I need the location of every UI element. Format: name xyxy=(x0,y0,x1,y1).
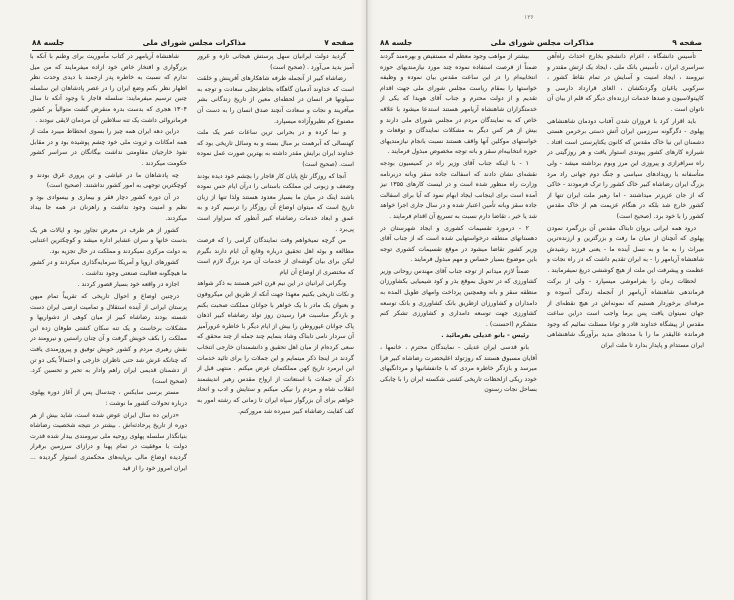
speaker-line: رئیس - بانو عدیلی بفرمائید . xyxy=(441,332,529,340)
paragraph: ضمناً لازم میدانم از توجه جناب آقای مهندس روحانی وزیر کشاورزی که در تحویل بموقع بذر و کود شیمیایی بکشاورزان منطقه سقز و بانه وهمچنین پرداخت وامهای طویل المده به دامداران و کشاورزان ازطریق بانک کشاورزی و بانک توسعه کشاورزی جهت توسعه دامداری و کشاورزی تشکر کنم متشکرم (احسنت) . xyxy=(380,267,537,328)
right-page-columns xyxy=(380,52,704,580)
running-title: مذاکرات مجلس شورای ملی xyxy=(490,38,594,47)
session-number: جلسه ۸۸ xyxy=(32,38,65,47)
left-page-columns xyxy=(30,52,354,580)
running-title: مذاکرات مجلس شورای ملی xyxy=(142,38,246,47)
page-number: صفحه ۷ xyxy=(324,38,354,47)
right-page-header xyxy=(380,38,702,51)
text-column-left xyxy=(380,52,537,580)
left-page-header xyxy=(32,38,354,51)
paragraph: رضاشاه کبیر از آنجمله طرفه شاهکارهای آفرینش و خلقت است که خداوند آدمیان گاهگاه بخاطرتجلی سعادت و توجه به سیلونها فر انسان در لحظه‌ای معین از تاریخ زندگانی بشر میآفریند و نجات و سعادت آنچند صدق انسان را به دست آن مصنوع کم نظیروآزاده میسپارد. xyxy=(197,75,354,125)
paragraph: مستر برسی سایکس ، چندسال پس از آغاز دوره پهلوی درباره تحولات کشور ما نوشت : xyxy=(30,389,187,407)
right-page xyxy=(367,0,734,600)
paragraph: کشورهای اروپا و آمریکا سرمایه‌گذاری میکردند و در کشور ما هیچگونه فعالیت صنعتی وجود نداشت . xyxy=(30,259,187,277)
page-stamp: ۱۳۶ xyxy=(524,14,534,21)
paragraph: «دراین ده سال ایران عوض شده است، شاید بیش از هر دوره از تاریخ پرحادثه‌اش . بیشتر در نتیجه شخصیت رضاشاه بنیانگذار سلسله پهلوی روحیه ملی نیرومندی بیدار شده قدرت دولت با موفقیت در تمام پهنا و درازای سرزمین برقرار گردیده اوضاع مالی برپایه‌های محکمتری استوار گردیده ... ایران امروز خود را از قید xyxy=(30,411,187,472)
session-number: جلسه ۸۸ xyxy=(380,38,413,47)
paragraph: اجازه در واقعه خود بسیار قصور کردند . xyxy=(77,281,179,289)
paragraph: در آن دوره کشور دچار فقر و بیماری و بیسوادی بود و نظم و امنیت وجود نداشت و راهزنان در همه جا بیداد میکردند. xyxy=(30,193,187,222)
paragraph: لحظات زمان را بفراموشی میسپارد - ولی از برکت فرماندهی شاهنشاه آریامهر از آنجمله زندگی آسوده و مرفه‌ای برخوردار هستیم که نمونه‌اش در هیچ نقطه‌ای از جهان نمیتوان یافت پس برما واجب است دراین ساعت مقدس از پیشگاه خداوند قادر و توانا مسئلت نمائیم که وجود فرمانده عالیقدر ما را با مددهای مدید برآورنگ شاهنشاهی ایران مستدام و پایدار بدارد تا ملت ایران xyxy=(547,278,704,350)
paragraph: ۲ - درمورد تقسیمات کشوری و ایجاد شهرستان در دهستانهای منطقه درخواستهایی شده است که از جناب آقای وزیر کشور تقاضا میشود در موقع تقسیمات کشوری توجه باین موضوع بسیار حساس و مهم مبذول فرمایند . xyxy=(380,224,537,264)
text-column-left xyxy=(30,52,187,580)
paragraph: و نما کرده و در بحرانی ترین ساعات عمر یک ملت کهنسالی که آبرهمت بر مبال بسته و به وسائل تاریخی بود که خداوند ایران برایش مقدر داشته به بهترین صورت عمل نموده است. (صحیح است) xyxy=(197,129,354,168)
paragraph: تأسیس دانشگاه ، اعزام دانشجو بخارج احداث راه‌آهن سراسری ایران ، تأسیس بانک ملی ، ایجاد یک ارتش مقتدر و نیرومند ، ایجاد امنیت و آسایش در تمام نقاط کشور ، سرکوبی یاغیان وگردنکشان ، الغای قرارداد دارسی و کاپیتولاسیون و صدها خدمات ارزنده‌ای دیگر که قلم از بیان آن ناتوان است . xyxy=(547,53,704,113)
paragraph: بانو قدسی ایران عدیلی - نمایندگان محترم ، خانمها ، آقایان مسبوق هستند که روزتولد اعلیحضرت رضاشاه کبیر فرا میرسد و بازدگر خاطره مردی که با جانفشانیها و مردانگیهای خودد ریکی ازلحظات تاریخی کشتی شکسته ایران را با چابکی بساحل نجات رسنون xyxy=(380,344,537,394)
gutter-shadow xyxy=(360,0,366,600)
paragraph: شاهنشاه آریامهر در کتاب مأموریت برای وطنم با آنکه با بزرگواری و افتخار خاص خود اراده میفرمایند که من میل ندارم که نسبت به خاطره پدر ارجمند با دیدی وحدت نظر اظهار نظر بکنم وضع ایران را در عصر پادشاهان این سلسله چنین ترسیم میفرمایند: سلسله قاجار با وجود آنکه تا سال ۱۳۰۴ هجری که بدست بدره منقرض گشت متوالیاً بر کشور فرمانروائی داشت یک تنه سلاطین آن مردمان لایقی نبودند . xyxy=(30,53,187,124)
paragraph: باید اقرار کرد با فروزان شدن آفتاب دودمان شاهنشاهی پهلوی - دگرگونه سرزمین ایران آتش دستی برخرمن هستی دشمنان این نیا خاک مقدس که کانون یکتاپرستی است افتاد . شیرازه کارهای کشور پیوندی استوار یافت و هر روزگیتی در راه سرافرازی و پیروزی این مرز وبوم برداشته میشد - ولی متأسفانه با رویدادهای سیاسی و جنگ دوم جهانی راد مرد بزرگ ایران رضاشاه کبیر خاک کشور را ترک فرمودند - خاکی که از جان عزیزتر میداشتند - اما رهبر ملت ایران تنها از کشور خارج شد بلکه در هنگام عزیمت هم از خاک مقدس کشور را با خود برد. (صحیح است) xyxy=(547,117,704,220)
paragraph: ونگرانی ایرانیان در این نیم قرن اخیر هستند به ذکر شواهد و نکات تاریخی بکنیم معهذا جهت آنکه از طریق این میکروفون و بعنوان یک مادر با یک خواهر با جوانان مملکت صحبت بکنم و باردگر مناسبت فرا رسیدن روز تولد رضاشاه کبیر اذهان پاک جوانان غیوروطن را بیش از ایام دیگر با خاطره غرورآمیز آن سردار نامی تابناک وشاد بنمایم چند جمله از چند محقق که سعی کرده‌ام از میان اهل تحقیق و دانشمندان خارجی انتخاب گردند در اینجا ذکر مینمایم و این جملات را برای تائید خدمات این ابرمرد تاریخ کهن مملکتمان عرض میکنم . منتهی قبل از ذکر آن جملات با استعانت از ارواح مقدس رهبر اندیشمند انقلاب شاه و مردم را نیکی میکنم و ستایش و ادب و اتحاد خواهم برای آن بزرگوار سپاه ایران تا زمانی که رشته امور به کف کفایت رضاشاه کبیر سپرده شد مرورکنم. xyxy=(197,280,354,415)
paragraph: درود همه ایرانی بروان تابناک مقدس آن بزرگمرد نمودن پهلوی که آنچنان از میان ما رفت و بزرگترین و ارزنده‌ترین میراث را به ما و به نسل آینده ما - یعنی فرزند رشیدش شاهنشاه آریامهر را - به ایران تقدیم داشت که در راه نجات و عظمت و پیشرفت این ملت از هیچ کوششی دریغ نمیفرمایند . xyxy=(547,224,704,274)
paragraph: گردید دولت ایرانیان سهل پرستش هیجانی تازه و غرور آمیز بدید می‌آورد . (صحیح است) xyxy=(197,53,354,71)
page-number: صفحه ۹ xyxy=(672,38,702,47)
paragraph: من گرچه نمیخواهم وقت نمایندگان گرامی را که فرصت مطالعه و بوئه اهل تحقیق درباره وقایع آن ایام دارند بگیرم لیکن برای بیان گوشه‌ای از خدمات آن مرد بزرگ لازم است که مختصری از اوضاع آن ایام xyxy=(197,237,354,276)
paragraph: درچنین اوضاع و احوال تاریخی که تقریباً تمام میهن پرستان ایرانی از آینده استقلال و تمامیت ارضی ایران دست شسته بودند رضاشاه کبیر از میان کوهی از دشواریها و مشکلات برخاست و یک تنه سکان کشتی طوفان زده این مملکت را بکف خویش گرفت و آن چنان راستین و نیرومند در نقش رهبری مردم و کشور خویش توفیق و پیروزمندی یافت که چنانکه غرش شد حتی ناظران خارجی و احتمالاً یکی دو تن از دشمنان قدیمی ایران راهم وادار به تحیر و تحسین کرد. (صحیح است) xyxy=(30,293,187,385)
paragraph: بیشتر از مواهب وجود معظم له مستفیض و بهره‌مند گردند ضمناً از فرصت استفاده نموده چند مورد نیازمندیهای حوزه انتخابیه‌ام را در این ساعت مقدس بیان نموده و وظیفه خواستها را بمقام ریاست مجلس شورای ملی جهت اقدام تقدیم و از دولت محترم و جناب آقای هویدا که یکی از خدمتگزاران شاهنشاه آریامهر هستند استدعا میشود با علاقه خاص که به نمایندگان مردم در مجلس شورای ملی دارند و بیش از هر کس دیگر به مشکلات نمایندگان و توقعات و خواستهای موکلین آنها واقف هستند نسبت بانجام نیازمندیهای حوزه انتخابیه‌ام سقز و بانه توجه مخصوص مبذول فرمایند . xyxy=(380,53,537,156)
text-column-right xyxy=(197,52,354,580)
paragraph: چه پادشاهان ما در عیاشی و تن پروری غرق بودند و کوچکترین توجهی به امور کشور نداشتند. (صحیح است) xyxy=(30,171,187,190)
paragraph: دراین دهه ایران همه چیز را بسوی انحطاط میبرد ملت از همه امکانات و ثروت ملی خود چشم پوشیده بود و در مقابل نفوذ خارجیان مقاومتی نداشت بیگانگان در سراسر کشور حکومت میکردند . xyxy=(30,128,187,167)
paragraph: آنجا که روزگار تلخ پایان کار قاجار را بچشم خود دیده بودند وضعف و زبونی این مملکت باستانی را درآن ایام حس نموده باشند اینک در میان ما بسیار معدود هستند ولذا تنها از زبان تاریخ است که میتوان اوضاع آن روزگار را ترسیم کرد و به عمق و ابعاد خدمات رضاشاه کبیر آنطور که سزاوار است پی‌برد . xyxy=(197,172,354,233)
paragraph: ۱ - با اینکه جناب آقای وزیر راه در کمیسیون بودجه نقشه‌ای نشان دادند که اسفالت جاده سقز وبانه دربرنامه وزارت راه منظور شده است و در لیست کارهای ۱۳۵۵ نیز آمده است برای اینجانب ایجاد ابهام نمود که آیا برای اسفالت جاده سقز وبانه تأمین اعتبار شده و در سال جاری اجرا خواهد شد یا خیر ، تقاضا دارم نسبت به تسریع آن اقدام فرمایند . xyxy=(380,159,537,220)
gutter-shadow xyxy=(368,0,374,600)
paragraph: کشور از هر طرف در معرض تجاوز بود و ایالات هر یک بدست خانها و سران عشایر اداره میشد و کوچکترین اعتنایی به دولت مرکزی نمیکردند و مملکت در حال تجزیه بود. xyxy=(30,226,187,255)
text-column-right xyxy=(547,52,704,580)
